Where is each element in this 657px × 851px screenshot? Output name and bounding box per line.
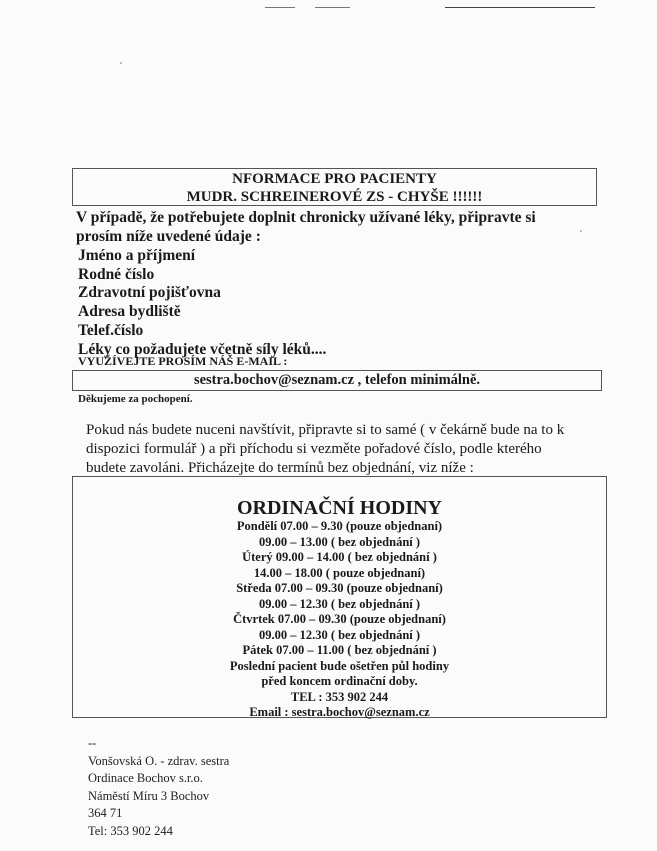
required-item: Léky co požadujete včetně síly léků.... — [78, 340, 327, 358]
hours-line: před koncem ordinační doby. — [261, 674, 418, 688]
visit-paragraph — [86, 421, 606, 478]
hours-line: Pátek 07.00 – 11.00 ( bez objednání ) — [242, 643, 437, 657]
visit-line1: Pokud nás budete nuceni navštívit, připravte si to samé ( v čekárně bude na to k — [86, 422, 565, 438]
intro-line1: V případě, že potřebujete doplnit chronicky užívané léky, připravte si — [76, 209, 536, 226]
visit-line2: dispozici formulář ) a při příchodu si vezměte pořadové číslo, podle kterého — [86, 441, 542, 457]
email-box: sestra.bochov@seznam.cz , telefon minimálně. — [72, 370, 602, 391]
hours-line: Úterý 09.00 – 14.00 ( bez objednání ) — [242, 550, 437, 564]
scan-speck — [120, 62, 122, 64]
signature-zip: 364 71 — [88, 806, 123, 820]
hours-line: 09.00 – 12.30 ( bez objednání ) — [258, 627, 421, 642]
visit-line3: budete zavoláni. Přicházejte do termínů bez objednání, viz níže : — [86, 460, 474, 476]
hours-line: 14.00 – 18.00 ( pouze objednaní) — [253, 565, 426, 580]
required-item: Adresa bydliště — [78, 303, 181, 321]
header-title-line2: MUDR. SCHREINEROVÉ ZS - CHYŠE !!!!!! — [186, 189, 483, 205]
signature-separator: -- — [88, 736, 97, 750]
required-items-list — [78, 247, 326, 359]
hours-line: Čtvrtek 07.00 – 09.30 (pouze objednaní) — [233, 612, 446, 626]
hours-phone: TEL : 353 902 244 — [290, 689, 389, 704]
hours-line: Poslední pacient bude ošetřen půl hodiny — [229, 658, 450, 673]
signature-name: Vonšovská O. - zdrav. sestra — [88, 753, 230, 768]
hours-line: Středa 07.00 – 09.30 (pouze objednaní) — [236, 581, 443, 595]
intro-line2: prosím níže uvedené údaje : — [76, 228, 261, 245]
scan-artifact-line — [265, 7, 295, 8]
office-hours-box — [72, 476, 607, 718]
header-box — [72, 168, 597, 206]
hours-line: 09.00 – 12.30 ( bez objednání ) — [258, 596, 421, 611]
required-item: Jméno a příjmení — [78, 247, 196, 264]
hours-line: Pondělí 07.00 – 9.30 (pouze objednaní) — [236, 519, 443, 533]
email-heading: VYUŽÍVEJTE PROSÍM NÁŠ E-MAIL : — [78, 354, 288, 368]
intro-text — [76, 208, 536, 246]
office-hours-title: ORDINAČNÍ HODINY — [236, 497, 442, 519]
scan-artifact-line — [445, 7, 595, 8]
required-item: Zdravotní pojišťovna — [78, 284, 221, 302]
signature-block — [88, 735, 229, 840]
scan-artifact-line — [315, 7, 350, 8]
signature-street: Náměstí Míru 3 Bochov — [88, 788, 210, 803]
required-item: Rodné číslo — [78, 265, 155, 283]
scan-speck — [580, 230, 582, 232]
hours-email: Email : sestra.bochov@seznam.cz — [249, 705, 430, 719]
required-item: Telef.číslo — [78, 321, 144, 339]
signature-tel: Tel: 353 902 244 — [88, 823, 173, 838]
signature-org: Ordinace Bochov s.r.o. — [88, 771, 203, 785]
thanks-text: Děkujeme za pochopení. — [78, 393, 193, 405]
hours-line: 09.00 – 13.00 ( bez objednání ) — [258, 534, 421, 549]
header-title-line1: NFORMACE PRO PACIENTY — [232, 171, 437, 187]
